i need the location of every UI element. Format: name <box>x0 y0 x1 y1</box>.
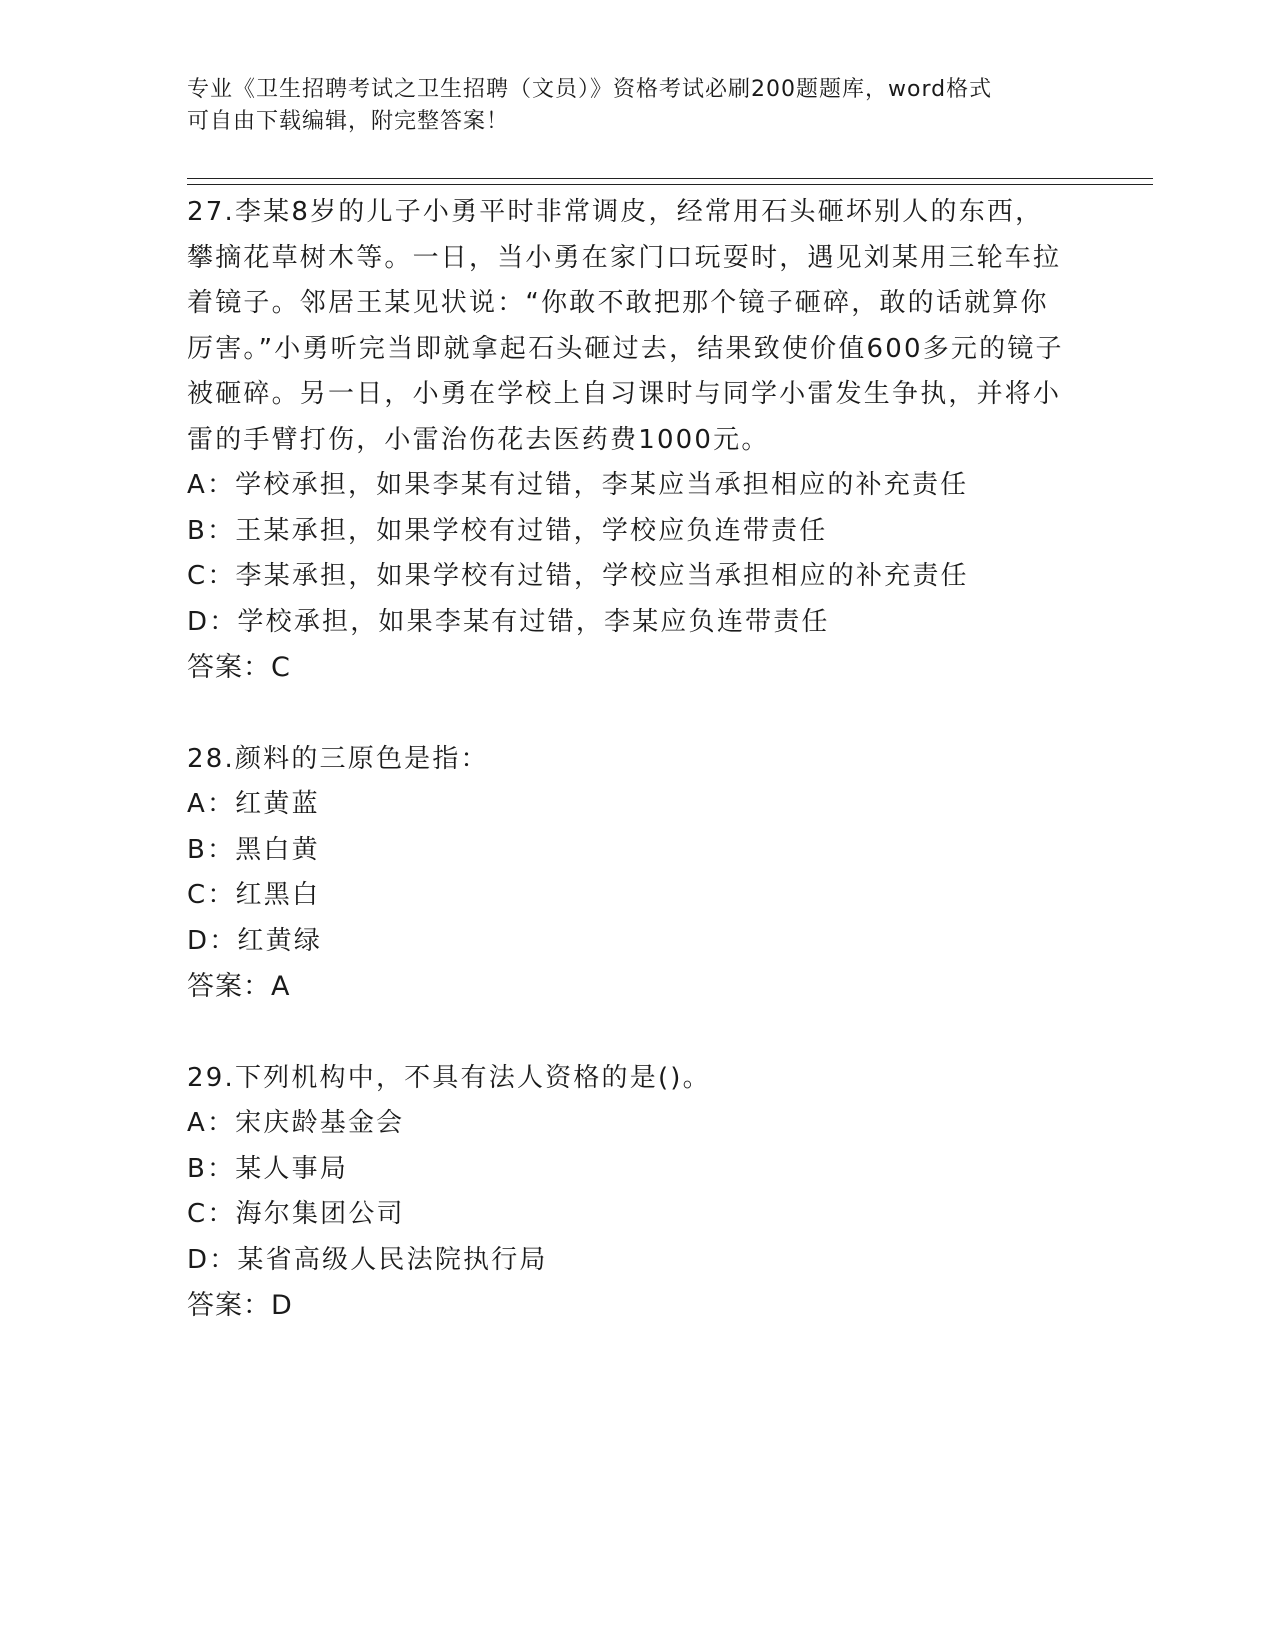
header-divider-top <box>187 178 1153 179</box>
question-27 <box>187 190 1067 691</box>
option-c: C：红黑白 <box>187 880 321 910</box>
option-list <box>187 463 1067 645</box>
option-c: C：海尔集团公司 <box>187 1199 405 1229</box>
option-a: A：宋庆龄基金会 <box>187 1108 405 1138</box>
answer-label: 答案：A <box>187 971 291 1002</box>
option-a: A：红黄蓝 <box>187 789 320 819</box>
option-d: D：某省高级人民法院执行局 <box>187 1244 548 1275</box>
answer-label: 答案：C <box>187 652 291 683</box>
question-stem: 27.李某8岁的儿子小勇平时非常调皮，经常用石头砸坏别人的东西，攀摘花草树木等。一日，当小勇在家门口玩耍时，遇见刘某用三轮车拉着镜子。邻居王某见状说：“你敢不敢把那个镜子砸碎，敢的话就算你厉害。”小勇听完当即就拿起石头砸过去，结果致使价值600多元的镜子被砸碎。另一日，小勇在学校上自习课时与同学小雷发生争执，并将小雷的手臂打伤，小雷治伤花去医药费1000元。 <box>187 197 1064 455</box>
option-c: C：李某承担，如果学校有过错，学校应当承担相应的补充责任 <box>187 561 969 591</box>
page-header <box>187 74 1087 138</box>
option-d: D：红黄绿 <box>187 925 323 956</box>
question-28 <box>187 737 1067 1010</box>
question-stem: 29.下列机构中，不具有法人资格的是()。 <box>187 1062 711 1093</box>
header-line-2: 可自由下载编辑，附完整答案！ <box>187 109 510 134</box>
option-a: A：学校承担，如果李某有过错，李某应当承担相应的补充责任 <box>187 470 969 500</box>
answer-label: 答案：D <box>187 1290 293 1321</box>
question-spacer <box>187 691 1067 737</box>
option-list <box>187 1101 1067 1283</box>
option-b: B：某人事局 <box>187 1153 349 1184</box>
header-divider-bottom <box>187 184 1153 185</box>
question-29 <box>187 1056 1067 1329</box>
header-line-1: 专业《卫生招聘考试之卫生招聘（文员）》资格考试必刷200题题库，word格式 <box>187 77 993 102</box>
question-list <box>187 190 1067 1329</box>
question-stem: 28.颜料的三原色是指： <box>187 743 489 774</box>
option-b: B：王某承担，如果学校有过错，学校应负连带责任 <box>187 515 828 546</box>
option-b: B：黑白黄 <box>187 834 320 865</box>
question-spacer <box>187 1010 1067 1056</box>
option-list <box>187 782 1067 964</box>
option-d: D：学校承担，如果李某有过错，李某应负连带责任 <box>187 606 830 637</box>
